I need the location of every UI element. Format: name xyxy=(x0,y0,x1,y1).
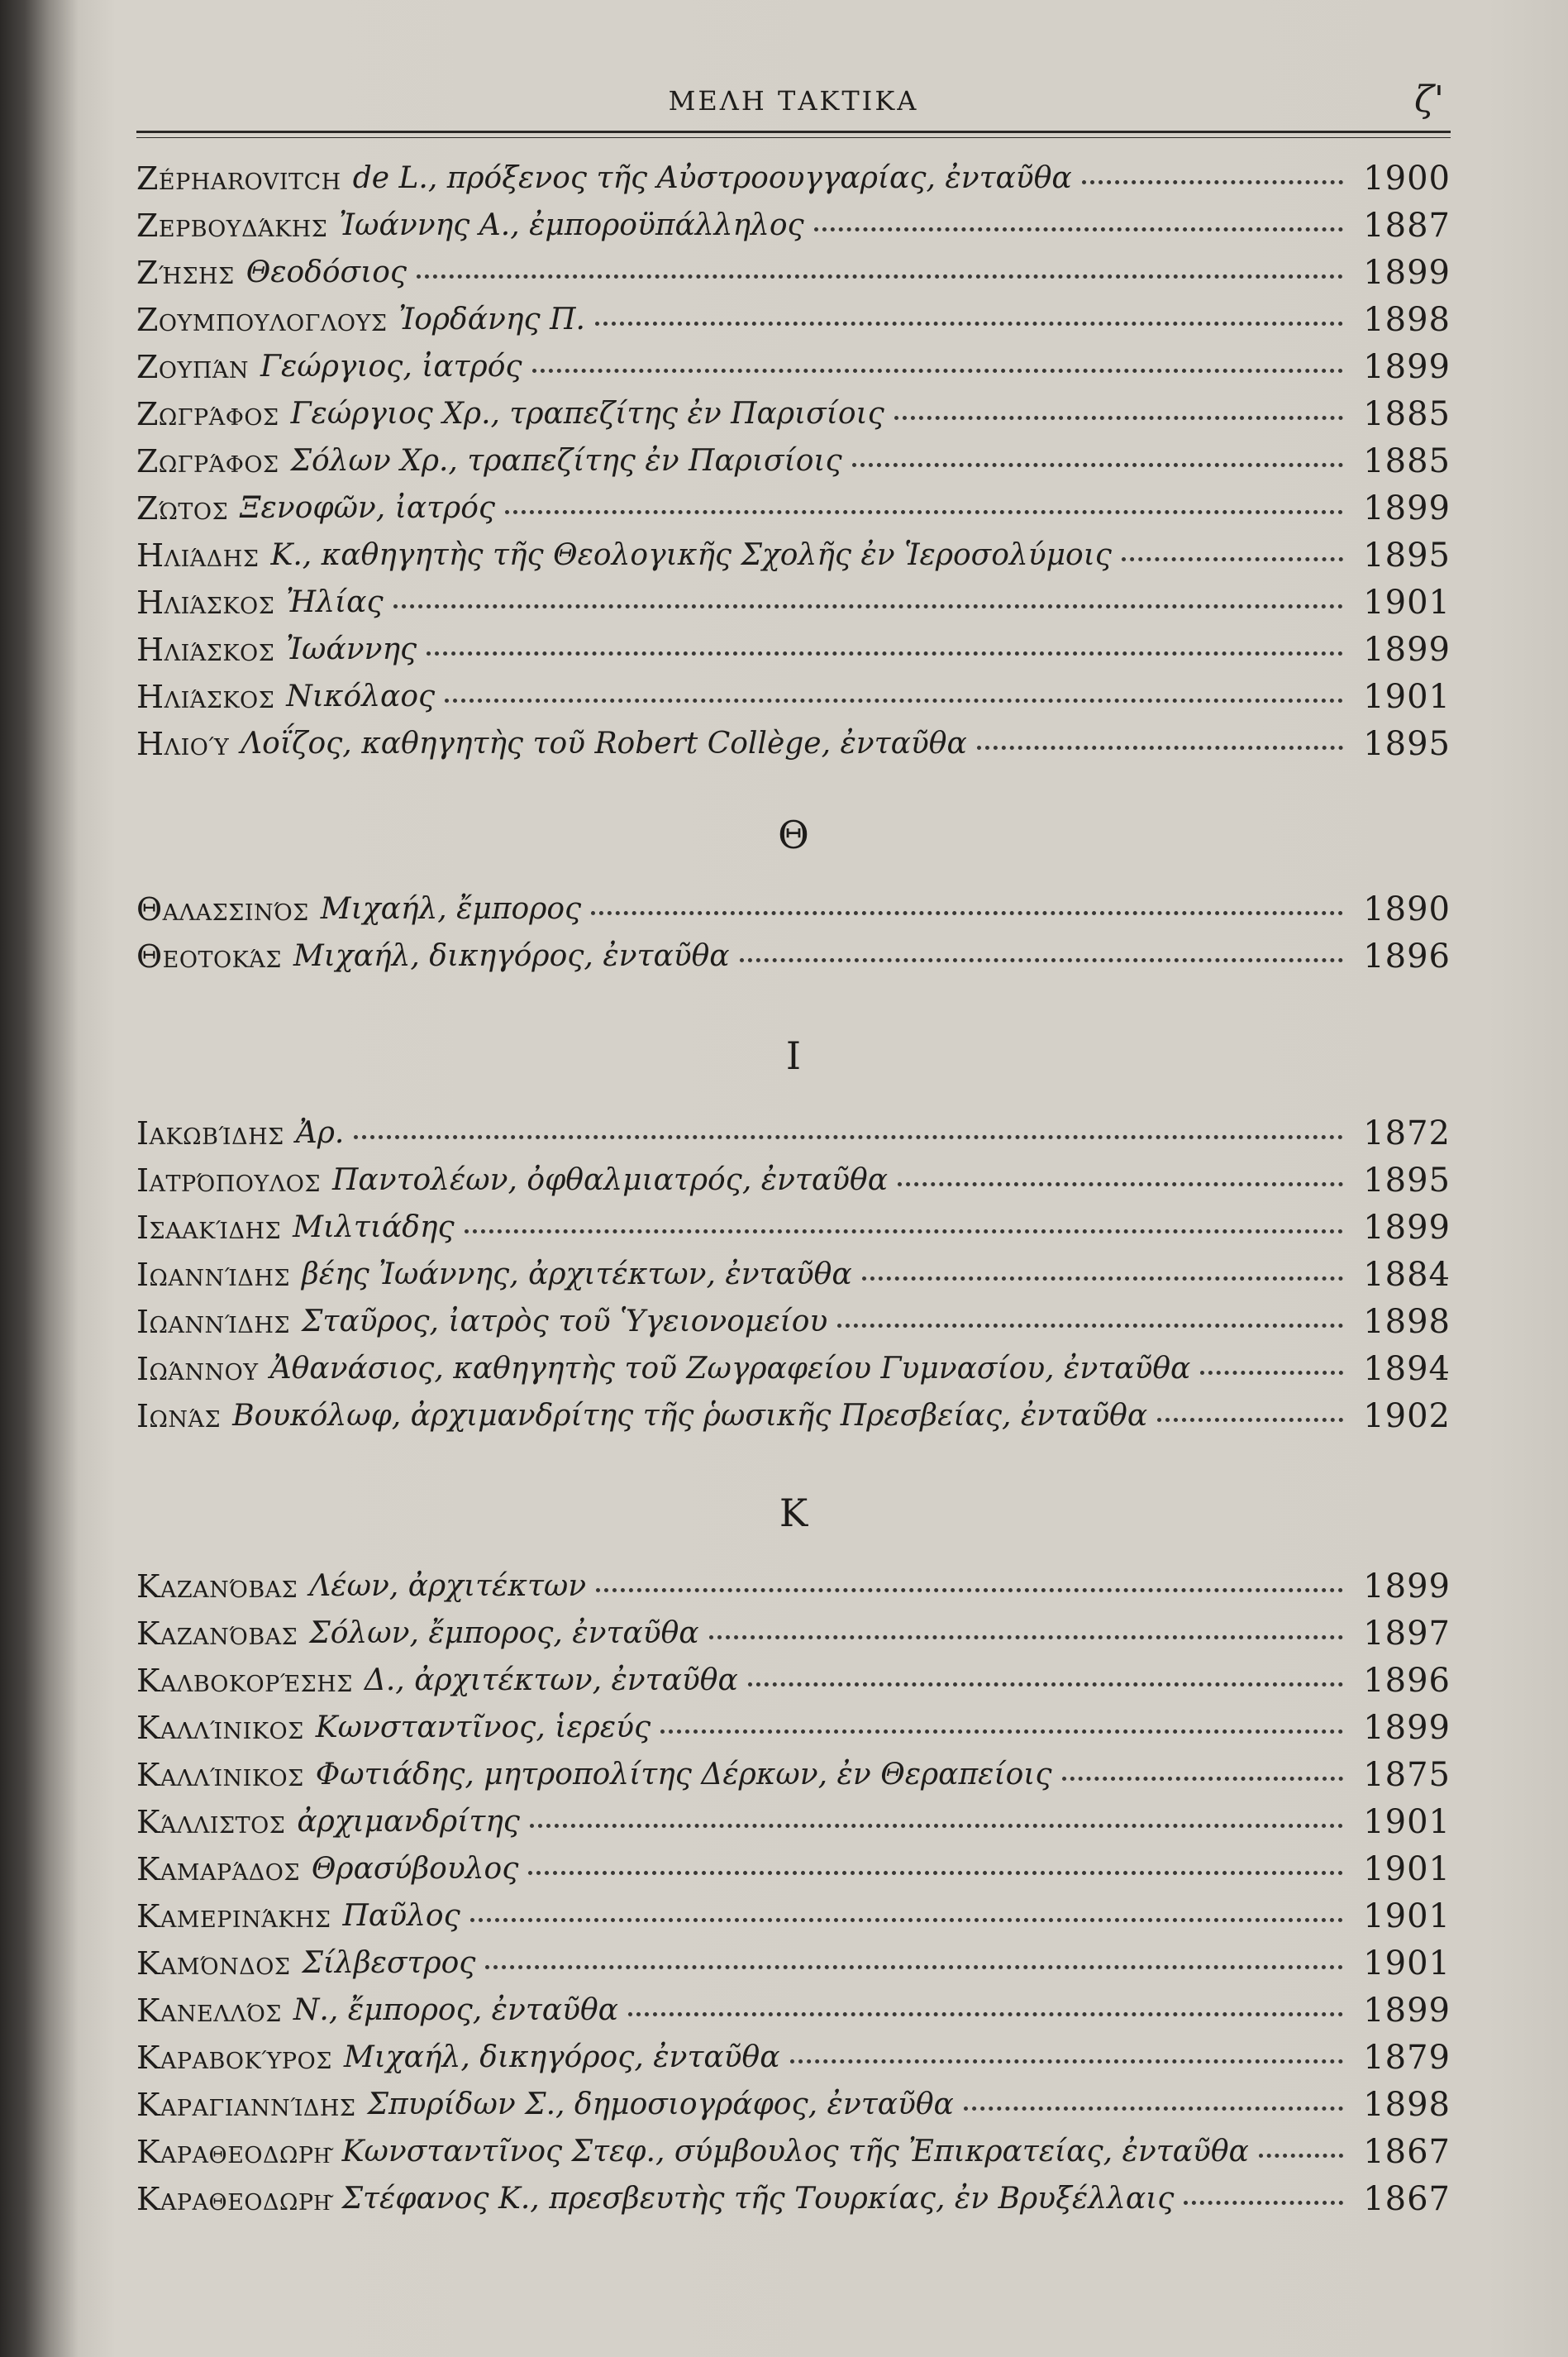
membership-year: 1899 xyxy=(1363,1992,1451,2030)
member-surname: Θαλασσινός xyxy=(136,891,309,928)
member-description: Γεώργιος, ἰατρός xyxy=(260,350,522,384)
member-surname: Ζουπάν xyxy=(136,349,250,385)
member-entry xyxy=(136,1112,1451,1155)
membership-year: 1895 xyxy=(1363,537,1451,575)
dot-leader xyxy=(977,741,1343,750)
membership-year: 1899 xyxy=(1363,631,1451,669)
member-description: Βουκόλωφ, ἀρχιμανδρίτης τῆς ῥωσικῆς Πρεσβείας, ἐνταῦθα xyxy=(232,1399,1148,1433)
member-entry xyxy=(136,1895,1451,1938)
membership-year: 1875 xyxy=(1363,1756,1451,1794)
dot-leader xyxy=(748,1677,1343,1687)
dot-leader xyxy=(740,953,1344,962)
member-description: Παντολέων, ὀφθαλμιατρός, ἐνταῦθα xyxy=(331,1163,889,1197)
membership-year: 1885 xyxy=(1363,442,1451,480)
dot-leader xyxy=(852,458,1344,467)
membership-year: 1887 xyxy=(1363,207,1451,245)
member-description: Ν., ἔμπορος, ἐνταῦθα xyxy=(293,1993,618,2027)
member-description: Ἰωάννης xyxy=(286,632,417,666)
member-surname: Καραθεοδωρῆ xyxy=(136,2181,331,2217)
member-description: Θρασύβουλος xyxy=(311,1852,519,1886)
member-entry xyxy=(136,1659,1451,1702)
dot-leader xyxy=(1157,1413,1343,1422)
section-letter: Θ xyxy=(778,813,809,857)
dot-leader xyxy=(465,1224,1344,1233)
member-surname: Ισαακίδης xyxy=(136,1210,282,1246)
dot-leader xyxy=(1062,1772,1344,1781)
membership-year: 1896 xyxy=(1363,1662,1451,1700)
member-entry xyxy=(136,1989,1451,2032)
member-description: Λέων, ἀρχιτέκτων xyxy=(309,1569,587,1603)
member-surname: Κάλλιστος xyxy=(136,1804,286,1840)
membership-year: 1901 xyxy=(1363,1897,1451,1935)
membership-year: 1901 xyxy=(1363,584,1451,622)
membership-year: 1879 xyxy=(1363,2039,1451,2077)
member-entry xyxy=(136,2036,1451,2079)
dot-leader xyxy=(596,1583,1343,1592)
member-entry xyxy=(136,1848,1451,1891)
member-description: Νικόλαος xyxy=(286,680,436,713)
membership-year: 1900 xyxy=(1363,160,1451,198)
dot-leader xyxy=(898,1177,1343,1186)
member-description: Γεώργιος Χρ., τραπεζίτης ἐν Παρισίοις xyxy=(290,397,884,431)
member-surname: Ζωγράφος xyxy=(136,443,279,480)
membership-year: 1896 xyxy=(1363,938,1451,976)
membership-year: 1899 xyxy=(1363,254,1451,292)
dot-leader xyxy=(709,1630,1344,1639)
member-surname: Καραθεοδωρῆ xyxy=(136,2134,331,2170)
page-header xyxy=(136,79,1451,128)
membership-year: 1901 xyxy=(1363,678,1451,716)
membership-year: 1899 xyxy=(1363,489,1451,527)
member-surname: Κανελλός xyxy=(136,1992,282,2029)
member-description: Σίλβεστρος xyxy=(302,1946,476,1980)
membership-year: 1867 xyxy=(1363,2180,1451,2218)
member-surname: Ζήσης xyxy=(136,255,235,291)
member-description: Στέφανος Κ., πρεσβευτὴς τῆς Τουρκίας, ἐν Βρυξέλλαις xyxy=(341,2182,1175,2216)
member-surname: Ζερβουδάκης xyxy=(136,208,328,244)
member-description: Ξενοφῶν, ἰατρός xyxy=(240,491,496,525)
member-description: Θεοδόσιος xyxy=(245,255,407,289)
member-entry xyxy=(136,1753,1451,1796)
member-entry xyxy=(136,1612,1451,1655)
dot-leader xyxy=(1122,552,1343,561)
membership-year: 1899 xyxy=(1363,1709,1451,1747)
dot-leader xyxy=(445,694,1343,703)
membership-year: 1901 xyxy=(1363,1850,1451,1888)
member-entry xyxy=(136,1206,1451,1249)
section-letter: Κ xyxy=(779,1491,808,1535)
membership-year: 1885 xyxy=(1363,395,1451,433)
dot-leader xyxy=(505,505,1343,514)
member-entry xyxy=(136,393,1451,436)
dot-leader xyxy=(528,1866,1343,1875)
member-surname: Ιωνάς xyxy=(136,1398,222,1434)
dot-leader xyxy=(532,364,1344,373)
membership-year: 1894 xyxy=(1363,1350,1451,1388)
membership-year: 1884 xyxy=(1363,1256,1451,1294)
dot-leader xyxy=(393,599,1344,608)
dot-leader xyxy=(837,1319,1343,1328)
member-surname: Καραβοκύρος xyxy=(136,2040,332,2076)
member-description: de L., πρόξενος τῆς Αὐστροουγγαρίας, ἐνταῦθα xyxy=(352,161,1072,195)
membership-year: 1899 xyxy=(1363,1209,1451,1247)
member-surname: Καμόνδος xyxy=(136,1945,291,1982)
member-entry xyxy=(136,2130,1451,2173)
dot-leader xyxy=(354,1130,1343,1139)
dot-leader xyxy=(1082,175,1344,184)
dot-leader xyxy=(894,411,1343,420)
membership-year: 1872 xyxy=(1363,1114,1451,1152)
membership-year: 1898 xyxy=(1363,1303,1451,1341)
member-entry xyxy=(136,1942,1451,1985)
member-entry xyxy=(136,1253,1451,1296)
member-description: Κ., καθηγητὴς τῆς Θεολογικῆς Σχολῆς ἐν Ἱεροσολύμοις xyxy=(270,538,1112,572)
member-description: Σπυρίδων Σ., δημοσιογράφος, ἐνταῦθα xyxy=(367,2087,954,2121)
member-surname: Ιακωβίδης xyxy=(136,1115,284,1152)
member-surname: Ιωαννίδης xyxy=(136,1304,290,1340)
dot-leader xyxy=(417,270,1343,279)
dot-leader xyxy=(628,2007,1343,2016)
member-description: Λοΐζος, καθηγητὴς τοῦ Robert Collège, ἐνταῦθα xyxy=(241,727,967,761)
member-surname: Ηλιάσκος xyxy=(136,679,275,715)
member-surname: Ηλιάδης xyxy=(136,537,260,574)
member-entry xyxy=(136,1565,1451,1608)
header-rule xyxy=(136,131,1451,133)
section-letter: Ι xyxy=(785,1033,802,1078)
member-surname: Ιωαννίδης xyxy=(136,1257,290,1293)
dot-leader xyxy=(814,222,1344,231)
member-description: Μιχαήλ, δικηγόρος, ἐνταῦθα xyxy=(343,2040,780,2074)
member-description: Ἀρ. xyxy=(295,1116,345,1150)
membership-year: 1867 xyxy=(1363,2133,1451,2171)
member-description: Σόλων Χρ., τραπεζίτης ἐν Παρισίοις xyxy=(290,444,842,478)
member-entry xyxy=(136,440,1451,483)
member-entry xyxy=(136,1395,1451,1438)
membership-year: 1901 xyxy=(1363,1944,1451,1982)
member-entry xyxy=(136,251,1451,294)
member-description: Ἰορδάνης Π. xyxy=(398,303,585,336)
member-entry xyxy=(136,1159,1451,1202)
member-entry xyxy=(136,675,1451,718)
member-surname: Ζώτος xyxy=(136,490,229,527)
membership-year: 1895 xyxy=(1363,725,1451,763)
member-surname: Ζουμπουλογλους xyxy=(136,302,388,338)
member-entry xyxy=(136,1348,1451,1391)
member-entry xyxy=(136,487,1451,530)
member-surname: Zépharovitch xyxy=(136,160,341,197)
member-description: ἀρχιμανδρίτης xyxy=(297,1805,520,1839)
membership-year: 1890 xyxy=(1363,890,1451,928)
member-description: Ἀθανάσιος, καθηγητὴς τοῦ Ζωγραφείου Γυμνασίου, ἐνταῦθα xyxy=(269,1352,1191,1386)
member-entry xyxy=(136,581,1451,624)
member-surname: Ηλιού xyxy=(136,726,230,762)
member-entry xyxy=(136,346,1451,389)
member-surname: Θεοτοκάς xyxy=(136,938,282,975)
member-surname: Ζωγράφος xyxy=(136,396,279,432)
running-title: ΜΕΛΗ ΤΑΚΤΙΚΑ xyxy=(668,85,919,117)
member-entry xyxy=(136,204,1451,247)
member-surname: Καζανόβας xyxy=(136,1568,298,1605)
dot-leader xyxy=(530,1819,1343,1828)
member-surname: Καλλίνικος xyxy=(136,1757,304,1793)
membership-year: 1898 xyxy=(1363,301,1451,339)
member-surname: Καραγιαννίδης xyxy=(136,2087,356,2123)
member-description: Παῦλος xyxy=(342,1899,460,1933)
dot-leader xyxy=(427,647,1343,656)
member-description: Μιχαήλ, δικηγόρος, ἐνταῦθα xyxy=(293,939,730,973)
membership-year: 1901 xyxy=(1363,1803,1451,1841)
membership-year: 1897 xyxy=(1363,1615,1451,1653)
member-surname: Ιατρόπουλος xyxy=(136,1162,321,1199)
member-description: βέης Ἰωάννης, ἀρχιτέκτων, ἐνταῦθα xyxy=(301,1257,852,1291)
member-entry xyxy=(136,1300,1451,1343)
membership-year: 1902 xyxy=(1363,1397,1451,1435)
member-surname: Ιωάννου xyxy=(136,1351,259,1387)
dot-leader xyxy=(862,1272,1344,1281)
member-entry xyxy=(136,723,1451,766)
header-rule-thin xyxy=(136,137,1451,138)
dot-leader xyxy=(1200,1366,1343,1375)
membership-year: 1898 xyxy=(1363,2086,1451,2124)
member-entry xyxy=(136,1801,1451,1844)
member-description: Φωτιάδης, μητροπολίτης Δέρκων, ἐν Θεραπείοις xyxy=(315,1758,1052,1792)
member-entry xyxy=(136,157,1451,200)
dot-leader xyxy=(1259,2149,1343,2158)
member-description: Κωνσταντῖνος, ἱερεύς xyxy=(315,1710,651,1744)
member-entry xyxy=(136,2178,1451,2221)
member-surname: Καμερινάκης xyxy=(136,1898,331,1935)
member-description: Σόλων, ἔμπορος, ἐνταῦθα xyxy=(309,1616,699,1650)
member-entry xyxy=(136,534,1451,577)
membership-year: 1899 xyxy=(1363,348,1451,386)
member-entry xyxy=(136,935,1451,978)
member-description: Ἰωάννης Α., ἐμποροϋπάλληλος xyxy=(339,208,804,242)
member-surname: Καλβοκορέσης xyxy=(136,1663,353,1699)
member-description: Σταῦρος, ἰατρὸς τοῦ Ὑγειονομείου xyxy=(301,1305,828,1338)
member-description: Ἠλίας xyxy=(286,585,384,619)
member-surname: Καζανόβας xyxy=(136,1615,298,1652)
member-surname: Καλλίνικος xyxy=(136,1710,304,1746)
dot-leader xyxy=(790,2054,1344,2064)
member-entry xyxy=(136,2083,1451,2126)
member-description: Μιχαήλ, ἔμπορος xyxy=(320,892,582,926)
dot-leader xyxy=(595,317,1343,326)
member-entry xyxy=(136,628,1451,671)
dot-leader xyxy=(485,1960,1343,1969)
page-number: ζ' xyxy=(1414,79,1444,121)
member-description: Κωνσταντῖνος Στεφ., σύμβουλος τῆς Ἐπικρατείας, ἐνταῦθα xyxy=(341,2135,1249,2169)
membership-year: 1899 xyxy=(1363,1567,1451,1606)
member-description: Δ., ἀρχιτέκτων, ἐνταῦθα xyxy=(364,1663,738,1697)
member-surname: Καμαράδος xyxy=(136,1851,300,1887)
member-description: Μιλτιάδης xyxy=(293,1210,455,1244)
membership-year: 1895 xyxy=(1363,1162,1451,1200)
member-entry xyxy=(136,298,1451,341)
dot-leader xyxy=(470,1913,1343,1922)
member-entry xyxy=(136,1706,1451,1749)
dot-leader xyxy=(964,2102,1343,2111)
dot-leader xyxy=(660,1725,1343,1734)
dot-leader xyxy=(591,906,1343,915)
dot-leader xyxy=(1184,2196,1343,2205)
member-surname: Ηλιάσκος xyxy=(136,632,275,668)
member-entry xyxy=(136,888,1451,931)
member-surname: Ηλιάσκος xyxy=(136,584,275,621)
